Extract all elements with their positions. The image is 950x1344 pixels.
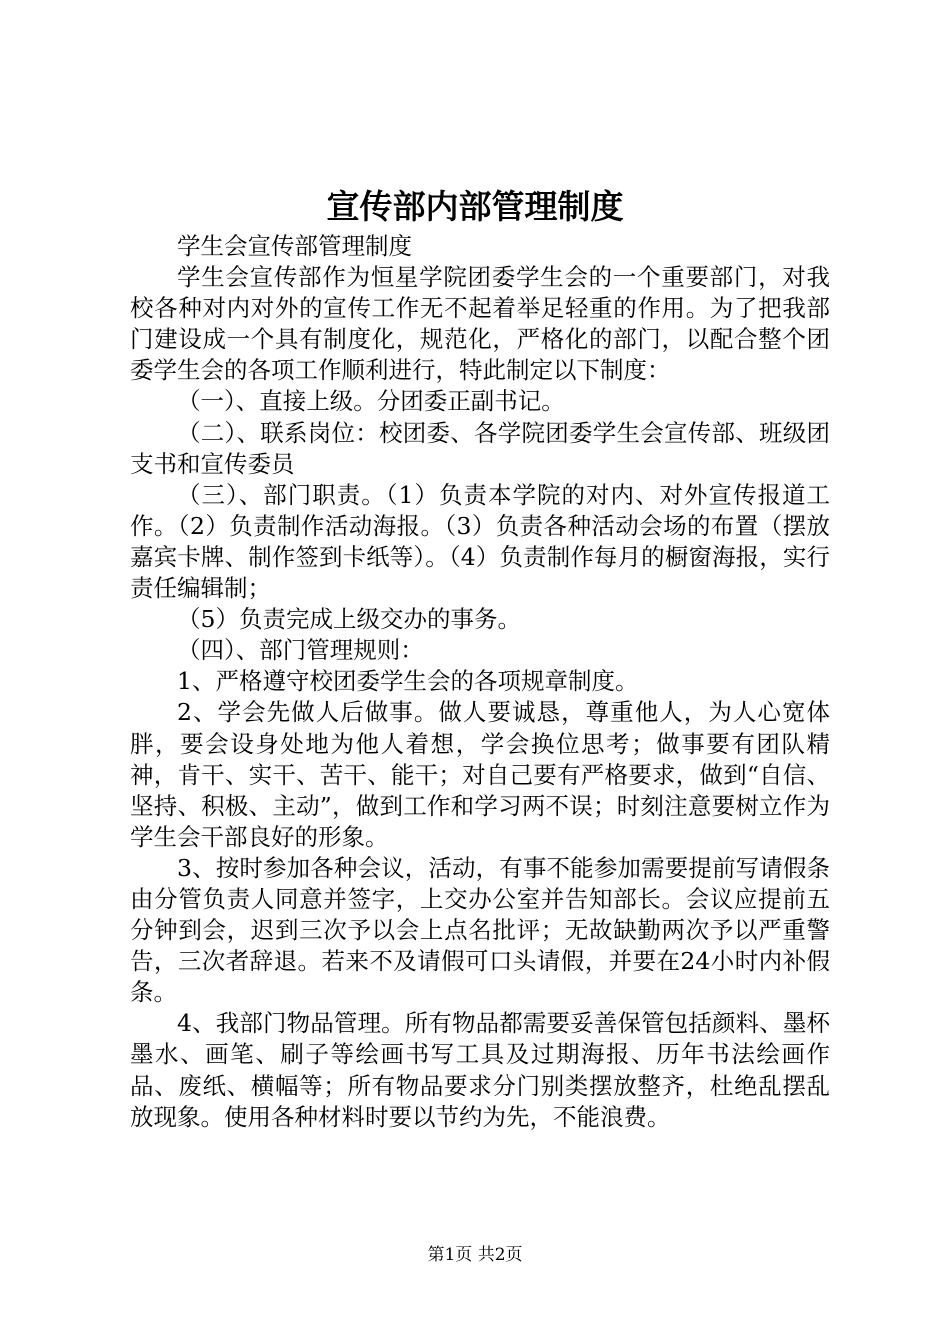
paragraph-rules-heading: （四）、部门管理规则： (177, 636, 424, 665)
page-footer: 第1页 共2页 (427, 1245, 523, 1265)
paragraph-rule-3: 3、按时参加各种会议，活动，有事不能参加需要提前写请假条由分管负责人同意并签字，上交办公室并告知部长。会议应提前五分钟到会，迟到三次予以会上点名批评；无故缺勤两次予以严重警告，三次者辞退。若来不及请假可口头请假，并要在24小时内补假条。 (130, 853, 830, 1007)
paragraph-duty-5: （5）负责完成上级交办的事务。 (177, 605, 521, 634)
paragraph-rule-2: 2、学会先做人后做事。做人要诚恳，尊重他人，为人心宽体胖，要会设身处地为他人着想，学会换位思考；做事要有团队精神，肯干、实干、苦干、能干；对自己要有严格要求，做到“自信、坚持、积极、主动”，做到工作和学习两不误；时刻注意要树立作为学生会干部良好的形象。 (130, 698, 830, 851)
paragraph-rule-4: 4、我部门物品管理。所有物品都需要妥善保管包括颜料、墨杯墨水、画笔、刷子等绘画书写工具及过期海报、历年书法绘画作品、废纸、横幅等；所有物品要求分门别类摆放整齐，杜绝乱摆乱放现象。使用各种材料时要以节约为先，不能浪费。 (130, 1009, 830, 1131)
document-title: 宣传部内部管理制度 (326, 187, 624, 226)
paragraph-duties: （三）、部门职责。（1）负责本学院的对内、对外宣传报道工作。（2）负责制作活动海报。（3）负责各种活动会场的布置（摆放嘉宾卡牌、制作签到卡纸等）。（4）负责制作每月的橱窗海报，实行责任编辑制； (130, 480, 830, 603)
paragraph-subtitle: 学生会宣传部管理制度 (177, 232, 412, 260)
paragraph-intro: 学生会宣传部作为恒星学院团委学生会的一个重要部门，对我校各种对内对外的宣传工作无不起着举足轻重的作用。为了把我部门建设成一个具有制度化，规范化，严格化的部门，以配合整个团委学生会的各项工作顺利进行，特此制定以下制度： (130, 263, 830, 385)
paragraph-contacts: （二）、联系岗位：校团委、各学院团委学生会宣传部、班级团支书和宣传委员 (130, 418, 830, 478)
paragraph-superior: （一）、直接上级。分团委正副书记。 (177, 387, 565, 416)
paragraph-rule-1: 1、严格遵守校团委学生会的各项规章制度。 (177, 667, 639, 696)
document-body (130, 231, 830, 1133)
